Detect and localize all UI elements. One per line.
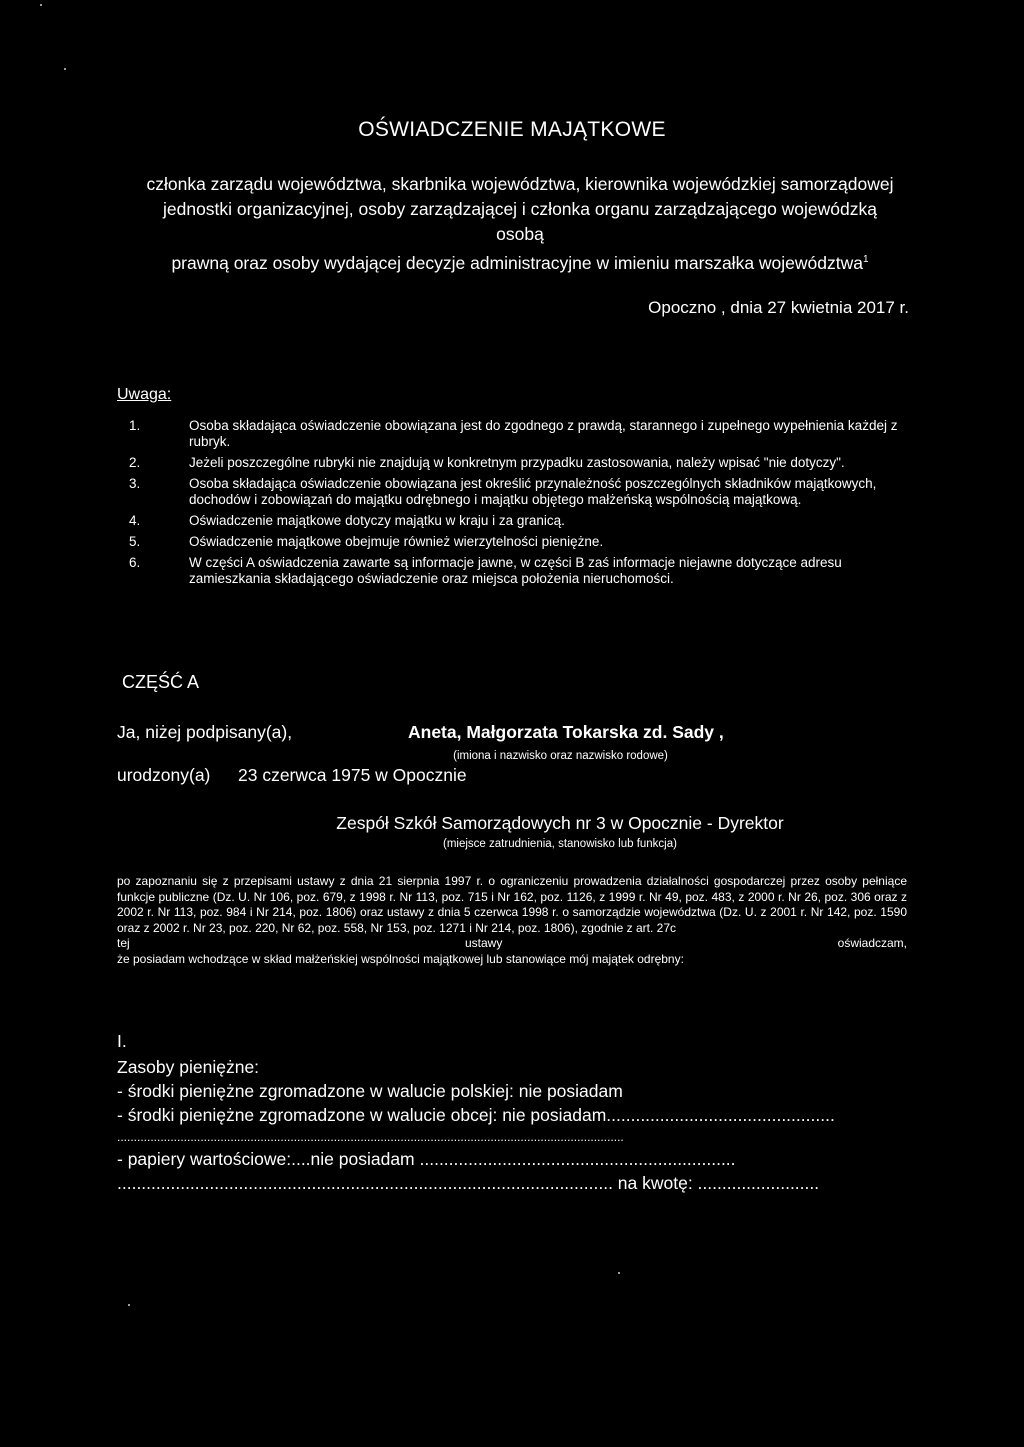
legal-tail-line xyxy=(117,936,907,952)
note-item xyxy=(117,476,927,508)
declarant-name: Aneta, Małgorzata Tokarska zd. Sady , xyxy=(408,722,724,742)
note-text: W części A oświadczenia zawarte są informacje jawne, w części B zaś informacje niejawne dotyczące adresu zamieszkania składającego oświadczenie oraz miejsca położenia nieruchomości. xyxy=(189,555,842,586)
amount-line: ...................................................................................................... na kwotę: ......................... xyxy=(117,1173,820,1193)
subtitle-line-2: jednostki organizacyjnej, osoby zarządzającej i członka organu zarządzającego wojewódzką xyxy=(162,199,877,219)
note-item xyxy=(117,534,927,550)
note-number: 5. xyxy=(129,534,141,549)
born-label: urodzony(a) xyxy=(117,765,211,785)
cash-resources xyxy=(117,1055,917,1195)
subtitle-line-3: osobą xyxy=(496,224,544,244)
part-a-heading: CZĘŚĆ A xyxy=(122,672,200,692)
scan-speck xyxy=(128,1304,130,1306)
undersigned-label: Ja, niżej podpisany(a), xyxy=(117,722,293,742)
note-number: 4. xyxy=(129,513,141,528)
cash-heading: Zasoby pieniężne: xyxy=(117,1057,260,1077)
notes-list xyxy=(117,418,927,592)
note-text: Oświadczenie majątkowe obejmuje również wierzytelności pieniężne. xyxy=(189,534,604,549)
note-number: 3. xyxy=(129,476,141,491)
note-item xyxy=(117,555,927,587)
name-caption: (imiona i nazwisko oraz nazwisko rodowe) xyxy=(453,750,668,762)
document-title: OŚWIADCZENIE MAJĄTKOWE xyxy=(358,118,666,141)
note-text: Jeżeli poszczególne rubryki nie znajdują w konkretnym przypadku zastosowania, należy wpisać "nie dotyczy". xyxy=(189,455,845,470)
note-text: Osoba składająca oświadczenie obowiązana jest określić przynależność poszczególnych składników majątkowych, dochodów i zobowiązań do majątku odrębnego i majątku objętego małżeńską wspólnością majątkową. xyxy=(189,476,877,507)
note-text: Osoba składająca oświadczenie obowiązana jest do zgodnego z prawdą, starannego i zupełnego wypełnienia każdej z rubryk. xyxy=(189,418,898,449)
cash-pln-line: - środki pieniężne zgromadzone w walucie polskiej: nie posiadam xyxy=(117,1081,623,1101)
section-i-heading: I. xyxy=(117,1031,127,1051)
subtitle-line-4-text: prawną oraz osoby wydającej decyzje administracyjne w imieniu marszałka województwa xyxy=(171,252,863,273)
scan-speck xyxy=(64,68,66,70)
footnote-mark: 1 xyxy=(863,254,869,265)
securities-line: - papiery wartościowe:....nie posiadam ................................................................. xyxy=(117,1149,736,1169)
place-and-date: Opoczno , dnia 27 kwietnia 2017 r. xyxy=(648,298,909,317)
note-item xyxy=(117,455,927,471)
document-subtitle xyxy=(140,172,900,276)
legal-basis-text xyxy=(117,874,907,967)
legal-last-line: że posiadam wchodzące w skład małżeńskiej wspólności majątkowej lub stanowiące mój majątek odrębny: xyxy=(117,951,684,966)
note-number: 6. xyxy=(129,555,141,570)
legal-tail-middle: ustawy xyxy=(464,936,503,950)
cash-foreign-line: - środki pieniężne zgromadzone w walucie obcej: nie posiadam............................................... xyxy=(117,1105,835,1125)
subtitle-line-1: członka zarządu województwa, skarbnika województwa, kierownika wojewódzkiej samorządowej xyxy=(146,174,894,194)
note-number: 1. xyxy=(129,418,141,433)
legal-paragraph: po zapoznaniu się z przepisami ustawy z dnia 21 sierpnia 1997 r. o ograniczeniu prowadzenia działalności gospodarczej przez osoby pełniące funkcje publiczne (Dz. U. Nr 106, poz. 679, z 1998 r. Nr 113, poz. 715 i Nr 162, poz. 1126, z 1999 r. Nr 49, poz. 483, z 2000 r. Nr 26, poz. 306 oraz z 2002 r. Nr 113, poz. 984 i Nr 214, poz. 1806) oraz ustawy z dnia 5 czerwca 1998 r. o samorządzie województwa (Dz. U. z 2001 r. Nr 142, poz. 1590 oraz z 2002 r. Nr 23, poz. 220, Nr 62, poz. 558, Nr 153, poz. 1271 i Nr 214, poz. 1806), zgodnie z art. 27c xyxy=(117,874,907,935)
scan-speck xyxy=(40,4,42,6)
legal-tail-left: tej xyxy=(117,936,130,950)
subtitle-line-4 xyxy=(140,247,900,276)
note-item xyxy=(117,418,927,450)
notes-heading: Uwaga: xyxy=(117,386,172,403)
legal-tail-right: oświadczam, xyxy=(837,936,907,950)
dotted-line: ........................................................................................................................................................ xyxy=(117,1130,624,1144)
note-item xyxy=(117,513,927,529)
scan-speck xyxy=(618,1272,620,1274)
note-text: Oświadczenie majątkowe dotyczy majątku w kraju i za granicą. xyxy=(189,513,565,528)
employment-caption: (miejsce zatrudnienia, stanowisko lub funkcja) xyxy=(443,838,677,850)
born-value: 23 czerwca 1975 w Opocznie xyxy=(238,765,467,785)
employment-value: Zespół Szkół Samorządowych nr 3 w Opocznie - Dyrektor xyxy=(336,813,784,833)
note-number: 2. xyxy=(129,455,141,470)
